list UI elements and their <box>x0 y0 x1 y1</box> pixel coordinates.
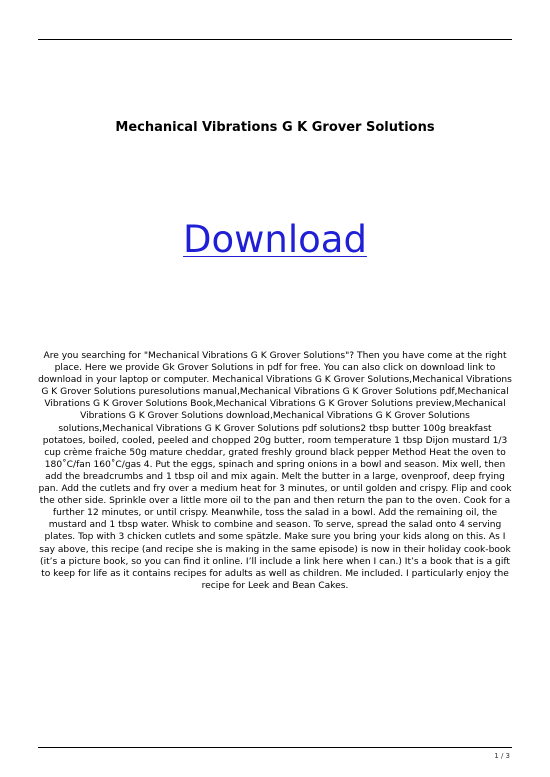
document-body: Are you searching for "Mechanical Vibrations G K Grover Solutions"? Then you have come at the right place. Here we provide Gk Grover Solutions in pdf for free. You can also click on download link to download in your laptop or computer. Mechanical Vibrations G K Grover Solutions,Mechanical Vibrations G K Grover Solutions puresolutions manual,Mechanical Vibrations G K Grover Solutions pdf,Mechanical Vibrations G K Grover Solutions Book,Mechanical Vibrations G K Grover Solutions preview,Mechanical Vibrations G K Grover Solutions download,Mechanical Vibrations G K Grover Solutions solutions,Mechanical Vibrations G K Grover Solutions pdf solutions2 tbsp butter 100g breakfast potatoes, boiled, cooled, peeled and chopped 20g butter, room temperature 1 tbsp Dijon mustard 1/3 cup crème fraiche 50g mature cheddar, grated freshly ground black pepper Method Heat the oven to 180˚C/fan 160˚C/gas 4. Put the eggs, spinach and spring onions in a bowl and season. Mix well, then add the breadcrumbs and 1 tbsp oil and mix again. Melt the butter in a large, ovenproof, deep frying pan. Add the cutlets and fry over a medium heat for 3 minutes, or until golden and crispy. Flip and cook the other side. Sprinkle over a little more oil to the pan and then return the pan to the oven. Cook for a further 12 minutes, or until crispy. Meanwhile, toss the salad in a bowl. Add the remaining oil, the mustard and 1 tbsp water. Whisk to combine and season. To serve, spread the salad onto 4 serving plates. Top with 3 chicken cutlets and some spätzle. Make sure you bring your kids along on this. As I say above, this recipe (and recipe she is making in the same episode) is now in their holiday cook-book (it’s a picture book, so you can find it online. I’ll include a link here when I can.) It’s a book that is a gift to keep for life as it contains recipes for adults as well as children. Me included. I particularly enjoy the recipe for Leek and Bean Cakes. <box>38 351 512 591</box>
footer-divider <box>38 747 512 748</box>
document-title: Mechanical Vibrations G K Grover Solutions <box>115 120 435 135</box>
download-link[interactable]: Download <box>183 218 367 261</box>
header-divider <box>38 39 512 40</box>
page-number: 1 / 3 <box>494 752 510 760</box>
